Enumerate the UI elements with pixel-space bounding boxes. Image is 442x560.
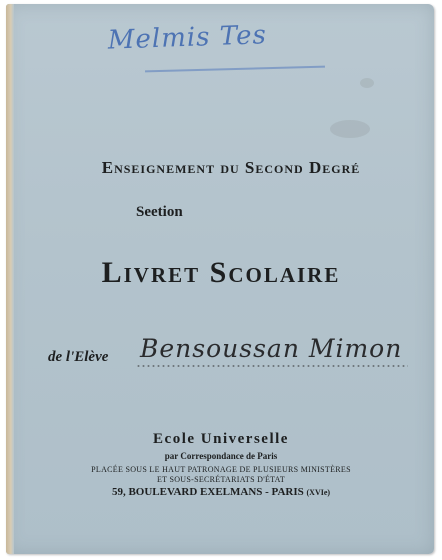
student-label: de l'Elève	[48, 349, 109, 365]
stain-mark	[360, 78, 374, 88]
school-name: Ecole Universelle	[153, 431, 289, 447]
patronage-line-1: PLACÉE SOUS LE HAUT PATRONAGE DE PLUSIEURS MINISTÈRES	[91, 465, 351, 474]
stain-mark	[330, 120, 370, 138]
heading-enseignement: Enseignement du Second Degré	[101, 158, 361, 177]
address-main: 59, BOULEVARD EXELMANS - PARIS	[111, 486, 304, 498]
patronage-line-2: ET SOUS-SECRÉTARIATS D'ÉTAT	[156, 475, 286, 484]
page-title: Livret Scolaire	[101, 256, 341, 289]
school-subtitle: par Correspondance de Paris	[164, 451, 278, 461]
address-arrondissement: (XVIe)	[306, 488, 331, 497]
address-line	[0, 486, 442, 498]
handwritten-note: Melmis Tes	[107, 20, 268, 56]
student-name-handwriting: Bensoussan Mimon	[140, 334, 403, 363]
section-label: Seetion	[136, 204, 183, 220]
